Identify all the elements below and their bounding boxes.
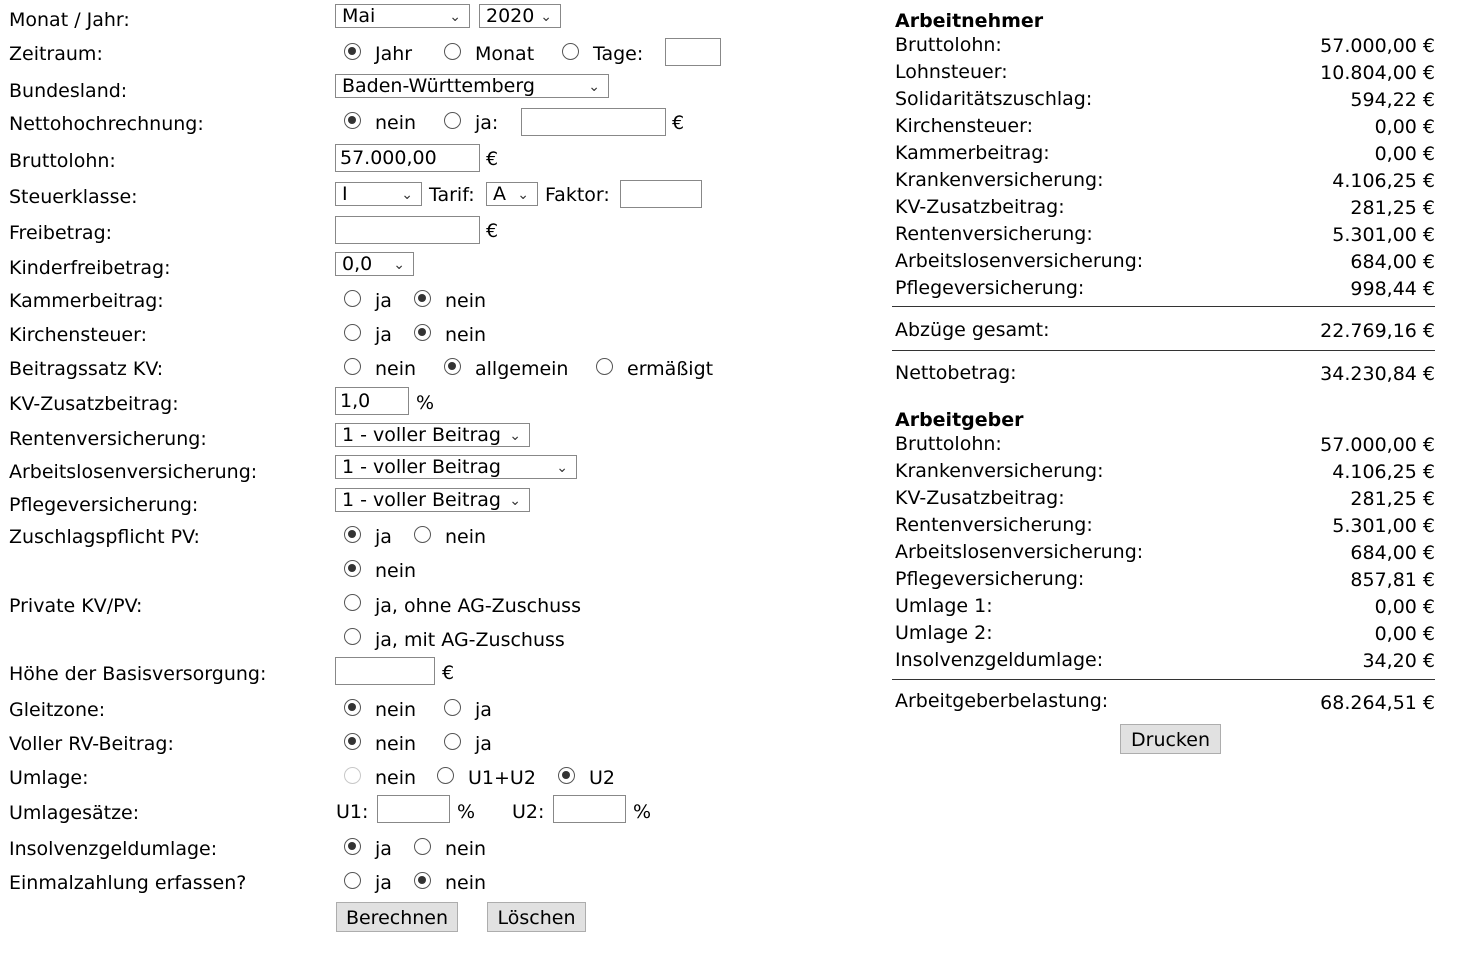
result-value: 0,00 € <box>1374 623 1435 645</box>
kammer-nein-radio[interactable] <box>414 290 431 307</box>
chevron-down-icon: ⌄ <box>509 493 521 509</box>
result-label: Rentenversicherung: <box>895 514 1093 536</box>
kirche-nein-label: nein <box>445 324 487 346</box>
faktor-label: Faktor: <box>545 184 610 206</box>
netto-value: 34.230,84 € <box>1320 363 1435 385</box>
label-kammerbeitrag: Kammerbeitrag: <box>9 290 164 312</box>
result-value: 0,00 € <box>1374 596 1435 618</box>
u2-label: U2: <box>512 801 545 823</box>
kinderfreibetrag-select[interactable]: 0,0 ⌄ <box>335 252 414 276</box>
label-arbeitslosenversicherung: Arbeitslosenversicherung: <box>9 461 258 483</box>
gleitzone-ja-label: ja <box>475 699 492 721</box>
bruttolohn-input[interactable]: 57.000,00 <box>335 144 480 172</box>
chevron-down-icon: ⌄ <box>401 187 413 203</box>
zeitraum-monat-radio[interactable] <box>444 43 461 60</box>
result-label: Pflegeversicherung: <box>895 277 1085 299</box>
private-nein-label: nein <box>375 560 417 582</box>
result-value: 0,00 € <box>1374 143 1435 165</box>
umlage-u2-label: U2 <box>589 767 615 789</box>
result-label: Arbeitslosenversicherung: <box>895 541 1144 563</box>
result-label: Rentenversicherung: <box>895 223 1093 245</box>
label-insolvenzgeldumlage: Insolvenzgeldumlage: <box>9 838 218 860</box>
kv-nein-radio[interactable] <box>344 358 361 375</box>
drucken-button[interactable]: Drucken <box>1120 724 1221 754</box>
label-bruttolohn: Bruttolohn: <box>9 150 116 172</box>
result-label: Arbeitslosenversicherung: <box>895 250 1144 272</box>
basisversorgung-input[interactable] <box>335 657 435 685</box>
umlage-u2-radio[interactable] <box>558 767 575 784</box>
zuschlag-nein-label: nein <box>445 526 487 548</box>
divider <box>892 350 1435 351</box>
insolvenz-nein-radio[interactable] <box>414 838 431 855</box>
label-beitragssatz-kv: Beitragssatz KV: <box>9 358 164 380</box>
result-value: 34,20 € <box>1362 650 1435 672</box>
result-value: 10.804,00 € <box>1320 62 1435 84</box>
steuerklasse-select[interactable]: I ⌄ <box>335 182 422 206</box>
umlage-nein-label: nein <box>375 767 417 789</box>
private-ohne-radio[interactable] <box>344 594 361 611</box>
result-value: 684,00 € <box>1350 542 1435 564</box>
label-kv-zusatzbeitrag: KV-Zusatzbeitrag: <box>9 393 179 415</box>
label-umlagesaetze: Umlagesätze: <box>9 802 140 824</box>
divider <box>892 679 1435 680</box>
label-voller-rv: Voller RV-Beitrag: <box>9 733 174 755</box>
zeitraum-tage-radio[interactable] <box>562 43 579 60</box>
gleitzone-nein-label: nein <box>375 699 417 721</box>
netto-nein-label: nein <box>375 112 417 134</box>
result-value: 998,44 € <box>1350 278 1435 300</box>
kammer-ja-label: ja <box>375 290 392 312</box>
label-pflegeversicherung: Pflegeversicherung: <box>9 494 199 516</box>
result-label: Pflegeversicherung: <box>895 568 1085 590</box>
kirche-nein-radio[interactable] <box>414 324 431 341</box>
abzuege-value: 22.769,16 € <box>1320 320 1435 342</box>
jahr-select[interactable]: 2020 ⌄ <box>479 4 561 28</box>
einmal-nein-radio[interactable] <box>414 872 431 889</box>
result-label: Krankenversicherung: <box>895 169 1104 191</box>
gleitzone-ja-radio[interactable] <box>444 699 461 716</box>
result-value: 281,25 € <box>1350 488 1435 510</box>
belastung-label: Arbeitgeberbelastung: <box>895 690 1109 712</box>
result-label: Bruttolohn: <box>895 34 1002 56</box>
abzuege-label: Abzüge gesamt: <box>895 319 1050 341</box>
insolvenz-nein-label: nein <box>445 838 487 860</box>
result-value: 4.106,25 € <box>1332 461 1435 483</box>
kv-nein-label: nein <box>375 358 417 380</box>
kv-ermaessigt-radio[interactable] <box>596 358 613 375</box>
netto-ja-label: ja: <box>475 112 499 134</box>
netto-label: Nettobetrag: <box>895 362 1017 384</box>
kammer-ja-radio[interactable] <box>344 290 361 307</box>
voller-rv-nein-label: nein <box>375 733 417 755</box>
label-kirchensteuer: Kirchensteuer: <box>9 324 148 346</box>
berechnen-button[interactable]: Berechnen <box>336 902 458 932</box>
chevron-down-icon: ⌄ <box>556 460 568 476</box>
euro-unit: € <box>486 220 499 242</box>
zeitraum-tage-label: Tage: <box>593 43 644 65</box>
umlage-u1u2-radio[interactable] <box>437 767 454 784</box>
bundesland-select[interactable]: Baden-Württemberg ⌄ <box>335 74 609 98</box>
label-bundesland: Bundesland: <box>9 80 128 102</box>
result-label: Solidaritätszuschlag: <box>895 88 1093 110</box>
result-label: KV-Zusatzbeitrag: <box>895 196 1065 218</box>
private-nein-radio[interactable] <box>344 560 361 577</box>
einmal-nein-label: nein <box>445 872 487 894</box>
percent-unit: % <box>633 801 652 823</box>
result-value: 594,22 € <box>1350 89 1435 111</box>
belastung-value: 68.264,51 € <box>1320 692 1435 714</box>
private-mit-radio[interactable] <box>344 628 361 645</box>
kv-ermaessigt-label: ermäßigt <box>627 358 714 380</box>
kirche-ja-radio[interactable] <box>344 324 361 341</box>
label-zuschlagspflicht-pv: Zuschlagspflicht PV: <box>9 526 200 548</box>
label-umlage: Umlage: <box>9 767 89 789</box>
einmal-ja-radio[interactable] <box>344 872 361 889</box>
divider <box>892 306 1435 307</box>
label-nettohochrechnung: Nettohochrechnung: <box>9 113 204 135</box>
faktor-input[interactable] <box>620 180 702 208</box>
zeitraum-monat-label: Monat <box>475 43 535 65</box>
arbeitgeber-heading: Arbeitgeber <box>895 409 1024 431</box>
tarif-label: Tarif: <box>429 184 475 206</box>
u1-label: U1: <box>336 801 369 823</box>
label-zeitraum: Zeitraum: <box>9 43 103 65</box>
zuschlag-ja-radio[interactable] <box>344 526 361 543</box>
euro-unit: € <box>486 148 499 170</box>
private-mit-label: ja, mit AG-Zuschuss <box>375 629 565 651</box>
result-label: Umlage 1: <box>895 595 993 617</box>
result-label: Lohnsteuer: <box>895 61 1008 83</box>
label-einmalzahlung: Einmalzahlung erfassen? <box>9 872 247 894</box>
kv-allgemein-label: allgemein <box>475 358 569 380</box>
tarif-select[interactable]: A ⌄ <box>486 182 538 206</box>
result-label: Umlage 2: <box>895 622 993 644</box>
label-rentenversicherung: Rentenversicherung: <box>9 428 207 450</box>
private-ohne-label: ja, ohne AG-Zuschuss <box>375 595 581 617</box>
result-value: 57.000,00 € <box>1320 35 1435 57</box>
kv-zusatz-input[interactable]: 1,0 <box>335 387 409 415</box>
zeitraum-jahr-label: Jahr <box>375 43 413 65</box>
netto-nein-radio[interactable] <box>344 112 361 129</box>
euro-unit: € <box>672 112 685 134</box>
result-value: 5.301,00 € <box>1332 224 1435 246</box>
result-value: 684,00 € <box>1350 251 1435 273</box>
insolvenz-ja-label: ja <box>375 838 392 860</box>
netto-ja-radio[interactable] <box>444 112 461 129</box>
result-value: 0,00 € <box>1374 116 1435 138</box>
result-value: 281,25 € <box>1350 197 1435 219</box>
euro-unit: € <box>442 662 455 684</box>
result-label: Insolvenzgeldumlage: <box>895 649 1104 671</box>
voller-rv-ja-radio[interactable] <box>444 733 461 750</box>
label-steuerklasse: Steuerklasse: <box>9 186 138 208</box>
einmal-ja-label: ja <box>375 872 392 894</box>
label-basisversorgung: Höhe der Basisversorgung: <box>9 663 267 685</box>
arbeitnehmer-heading: Arbeitnehmer <box>895 10 1044 32</box>
result-label: Kammerbeitrag: <box>895 142 1050 164</box>
av-select[interactable]: 1 - voller Beitrag ⌄ <box>335 455 577 479</box>
result-value: 4.106,25 € <box>1332 170 1435 192</box>
umlage-nein-radio <box>344 767 361 784</box>
label-monat-jahr: Monat / Jahr: <box>9 9 130 31</box>
result-label: KV-Zusatzbeitrag: <box>895 487 1065 509</box>
chevron-down-icon: ⌄ <box>509 428 521 444</box>
result-value: 57.000,00 € <box>1320 434 1435 456</box>
chevron-down-icon: ⌄ <box>540 9 552 25</box>
pv-select[interactable]: 1 - voller Beitrag ⌄ <box>335 488 530 512</box>
zeitraum-jahr-radio[interactable] <box>344 43 361 60</box>
chevron-down-icon: ⌄ <box>449 9 461 25</box>
kv-allgemein-radio[interactable] <box>444 358 461 375</box>
loeschen-button[interactable]: Löschen <box>487 902 586 932</box>
result-label: Bruttolohn: <box>895 433 1002 455</box>
result-value: 5.301,00 € <box>1332 515 1435 537</box>
chevron-down-icon: ⌄ <box>517 187 529 203</box>
umlage-u1u2-label: U1+U2 <box>468 767 536 789</box>
netto-input[interactable] <box>521 108 666 136</box>
kammer-nein-label: nein <box>445 290 487 312</box>
zuschlag-ja-label: ja <box>375 526 392 548</box>
label-private-kv-pv: Private KV/PV: <box>9 595 143 617</box>
chevron-down-icon: ⌄ <box>393 257 405 273</box>
u1-input[interactable] <box>377 795 450 823</box>
tage-input[interactable] <box>665 38 721 66</box>
voller-rv-nein-radio[interactable] <box>344 733 361 750</box>
rv-select[interactable]: 1 - voller Beitrag ⌄ <box>335 423 530 447</box>
result-label: Kirchensteuer: <box>895 115 1034 137</box>
u2-input[interactable] <box>553 795 626 823</box>
result-value: 857,81 € <box>1350 569 1435 591</box>
kirche-ja-label: ja <box>375 324 392 346</box>
percent-unit: % <box>457 801 476 823</box>
voller-rv-ja-label: ja <box>475 733 492 755</box>
label-kinderfreibetrag: Kinderfreibetrag: <box>9 257 171 279</box>
gleitzone-nein-radio[interactable] <box>344 699 361 716</box>
freibetrag-input[interactable] <box>335 216 480 244</box>
chevron-down-icon: ⌄ <box>588 79 600 95</box>
percent-unit: % <box>416 392 435 414</box>
result-label: Krankenversicherung: <box>895 460 1104 482</box>
label-freibetrag: Freibetrag: <box>9 222 113 244</box>
insolvenz-ja-radio[interactable] <box>344 838 361 855</box>
zuschlag-nein-radio[interactable] <box>414 526 431 543</box>
monat-select[interactable]: Mai ⌄ <box>335 4 470 28</box>
label-gleitzone: Gleitzone: <box>9 699 106 721</box>
